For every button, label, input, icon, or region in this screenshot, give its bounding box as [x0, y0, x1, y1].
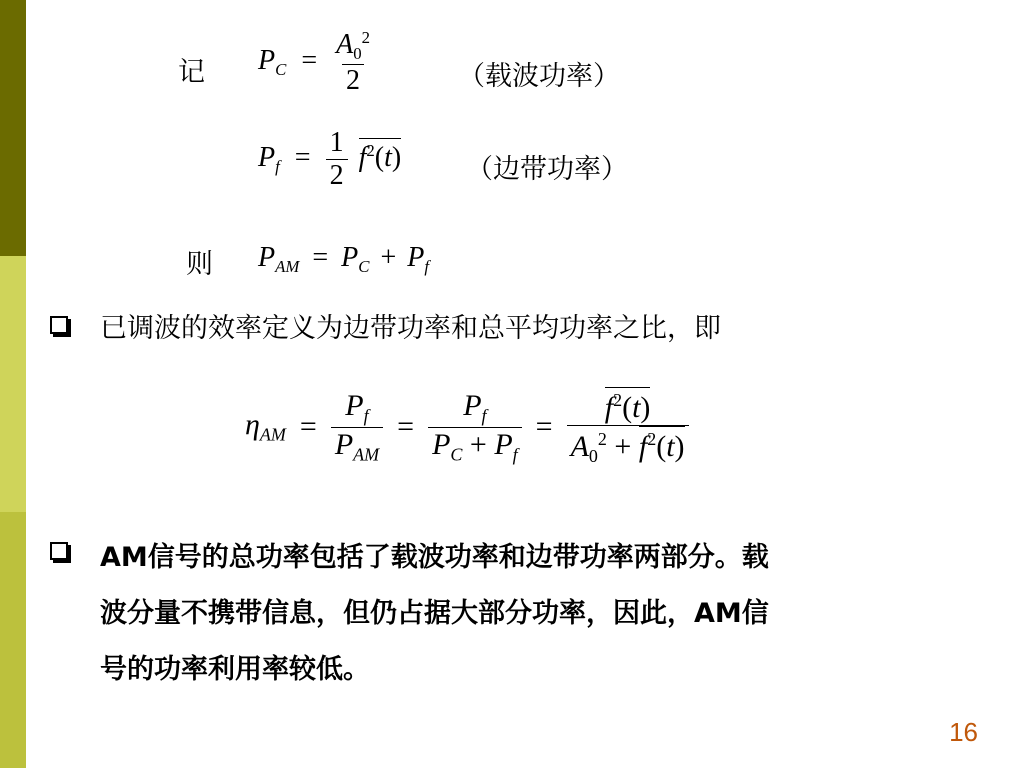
- label-ji: 记: [178, 57, 205, 88]
- formula-carrier-power: $P_C$ = $\frac{A_0^2}{2}$: [258, 28, 370, 96]
- bullet-box-icon: [50, 542, 68, 560]
- bullet-text-am-power: [100, 530, 769, 698]
- carrier-power-label: （载波功率）: [458, 61, 620, 92]
- bullet-line-1: AM信号的总功率包括了载波功率和边带功率两部分。载: [100, 542, 769, 573]
- sidebar-stripe-bottom: [0, 512, 26, 768]
- page-number: 16: [949, 717, 978, 747]
- sidebar-stripe-top: [0, 0, 26, 256]
- bullet-box-icon: [50, 316, 68, 334]
- formula-total-power: $P_{AM} = P_C + P_f$: [258, 242, 430, 276]
- bullet-line-3: 号的功率利用率较低。: [100, 654, 370, 685]
- sidebar-stripe-middle: [0, 256, 26, 512]
- sideband-power-label: （边带功率）: [466, 154, 628, 185]
- bullet-text-efficiency: 已调波的效率定义为边带功率和总平均功率之比，即: [100, 313, 721, 344]
- formula-sideband-power: $P_f$ = $\frac{1}{2}$ $f^2(t)$: [258, 127, 402, 191]
- label-ze: 则: [186, 249, 213, 280]
- bullet-line-2: 波分量不携带信息，但仍占据大部分功率，因此，AM信: [100, 598, 769, 629]
- formula-efficiency: $\eta_{AM}$ = $\frac{P_f}{P_{AM}}$ = $\frac{P_f}{P_C + P_f}$ = $\frac{f^2(t)}{A_0^2 + f^2(t)}$: [245, 372, 689, 482]
